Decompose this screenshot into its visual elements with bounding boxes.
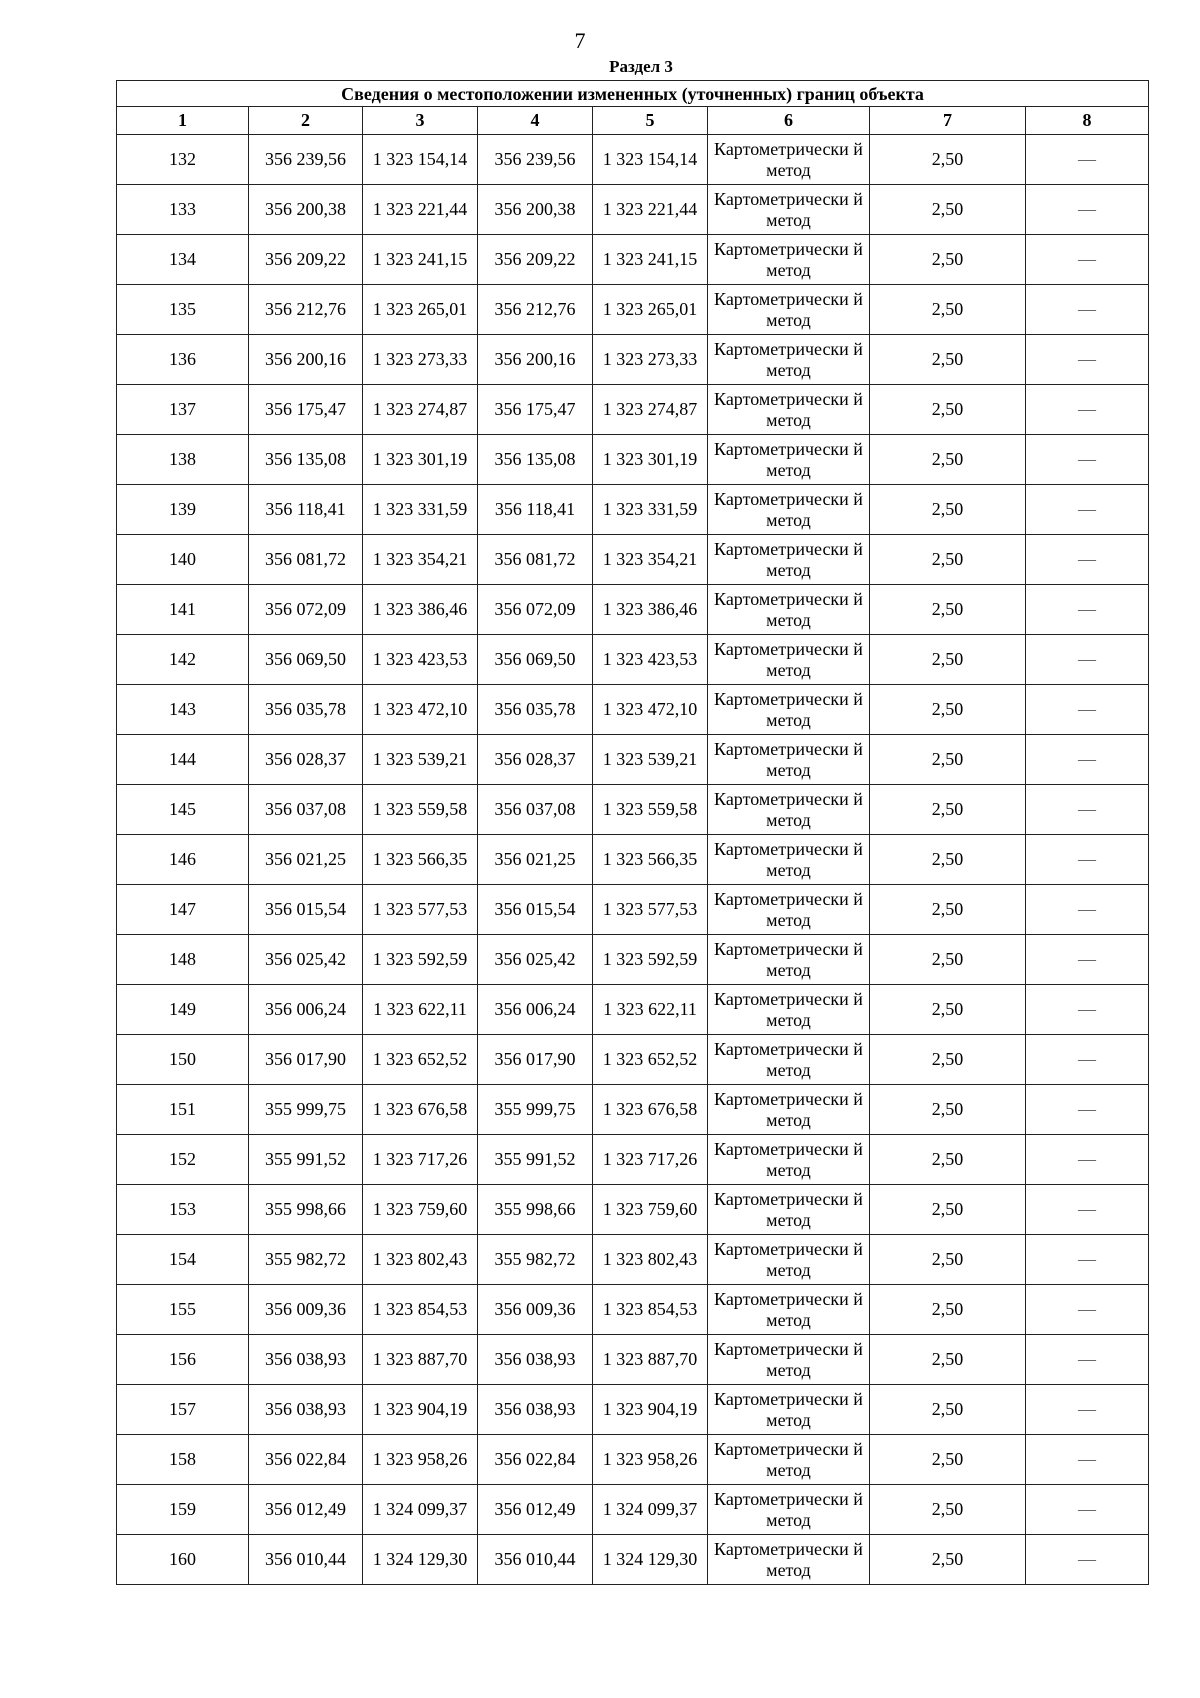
- description-cell: —: [1026, 485, 1149, 535]
- table-row: [117, 1185, 1149, 1235]
- y-updated-cell: 1 323 559,58: [593, 785, 708, 835]
- x-updated-cell: 356 015,54: [478, 885, 593, 935]
- description-cell: —: [1026, 1035, 1149, 1085]
- accuracy-cell: 2,50: [870, 985, 1026, 1035]
- y-existing-cell: 1 323 386,46: [363, 585, 478, 635]
- accuracy-cell: 2,50: [870, 1535, 1026, 1585]
- y-existing-cell: 1 324 099,37: [363, 1485, 478, 1535]
- x-updated-cell: 355 999,75: [478, 1085, 593, 1135]
- y-updated-cell: 1 324 099,37: [593, 1485, 708, 1535]
- method-cell: Картометрически й метод: [708, 635, 870, 685]
- x-updated-cell: 356 012,49: [478, 1485, 593, 1535]
- y-updated-cell: 1 323 676,58: [593, 1085, 708, 1135]
- description-cell: —: [1026, 685, 1149, 735]
- table-row: [117, 385, 1149, 435]
- y-updated-cell: 1 323 854,53: [593, 1285, 708, 1335]
- x-existing-cell: 356 025,42: [249, 935, 363, 985]
- x-updated-cell: 356 200,38: [478, 185, 593, 235]
- y-existing-cell: 1 323 958,26: [363, 1435, 478, 1485]
- x-updated-cell: 356 028,37: [478, 735, 593, 785]
- y-existing-cell: 1 323 592,59: [363, 935, 478, 985]
- method-cell: Картометрически й метод: [708, 935, 870, 985]
- y-updated-cell: 1 323 622,11: [593, 985, 708, 1035]
- point-number-cell: 157: [117, 1385, 249, 1435]
- x-existing-cell: 355 982,72: [249, 1235, 363, 1285]
- method-cell: Картометрически й метод: [708, 1435, 870, 1485]
- point-number-cell: 156: [117, 1335, 249, 1385]
- point-number-cell: 143: [117, 685, 249, 735]
- x-existing-cell: 356 209,22: [249, 235, 363, 285]
- method-cell: Картометрически й метод: [708, 1235, 870, 1285]
- point-number-cell: 139: [117, 485, 249, 535]
- y-existing-cell: 1 323 274,87: [363, 385, 478, 435]
- y-existing-cell: 1 323 577,53: [363, 885, 478, 935]
- description-cell: —: [1026, 1535, 1149, 1585]
- y-updated-cell: 1 323 539,21: [593, 735, 708, 785]
- point-number-cell: 155: [117, 1285, 249, 1335]
- description-cell: —: [1026, 785, 1149, 835]
- table-row: [117, 835, 1149, 885]
- accuracy-cell: 2,50: [870, 1185, 1026, 1235]
- accuracy-cell: 2,50: [870, 435, 1026, 485]
- description-cell: —: [1026, 1385, 1149, 1435]
- accuracy-cell: 2,50: [870, 835, 1026, 885]
- point-number-cell: 147: [117, 885, 249, 935]
- table-row: [117, 585, 1149, 635]
- y-existing-cell: 1 323 559,58: [363, 785, 478, 835]
- description-cell: —: [1026, 985, 1149, 1035]
- x-updated-cell: 356 200,16: [478, 335, 593, 385]
- description-cell: —: [1026, 835, 1149, 885]
- y-updated-cell: 1 323 221,44: [593, 185, 708, 235]
- x-updated-cell: 356 006,24: [478, 985, 593, 1035]
- y-updated-cell: 1 323 274,87: [593, 385, 708, 435]
- y-updated-cell: 1 323 887,70: [593, 1335, 708, 1385]
- x-existing-cell: 356 035,78: [249, 685, 363, 735]
- point-number-cell: 152: [117, 1135, 249, 1185]
- x-updated-cell: 356 010,44: [478, 1535, 593, 1585]
- x-existing-cell: 356 200,38: [249, 185, 363, 235]
- y-updated-cell: 1 323 717,26: [593, 1135, 708, 1185]
- point-number-cell: 141: [117, 585, 249, 635]
- point-number-cell: 133: [117, 185, 249, 235]
- y-updated-cell: 1 323 273,33: [593, 335, 708, 385]
- column-number-7: 7: [870, 107, 1026, 135]
- table-row: [117, 185, 1149, 235]
- point-number-cell: 159: [117, 1485, 249, 1535]
- x-updated-cell: 356 038,93: [478, 1385, 593, 1435]
- x-updated-cell: 356 021,25: [478, 835, 593, 885]
- x-existing-cell: 356 006,24: [249, 985, 363, 1035]
- method-cell: Картометрически й метод: [708, 785, 870, 835]
- description-cell: —: [1026, 585, 1149, 635]
- description-cell: —: [1026, 235, 1149, 285]
- x-updated-cell: 356 009,36: [478, 1285, 593, 1335]
- x-updated-cell: 355 991,52: [478, 1135, 593, 1185]
- y-existing-cell: 1 323 622,11: [363, 985, 478, 1035]
- description-cell: —: [1026, 1235, 1149, 1285]
- table-row: [117, 1485, 1149, 1535]
- point-number-cell: 153: [117, 1185, 249, 1235]
- accuracy-cell: 2,50: [870, 1085, 1026, 1135]
- table-row: [117, 985, 1149, 1035]
- method-cell: Картометрически й метод: [708, 885, 870, 935]
- y-updated-cell: 1 323 566,35: [593, 835, 708, 885]
- x-existing-cell: 356 118,41: [249, 485, 363, 535]
- table-row: [117, 1535, 1149, 1585]
- x-updated-cell: 356 037,08: [478, 785, 593, 835]
- point-number-cell: 158: [117, 1435, 249, 1485]
- point-number-cell: 151: [117, 1085, 249, 1135]
- method-cell: Картометрически й метод: [708, 535, 870, 585]
- method-cell: Картометрически й метод: [708, 1535, 870, 1585]
- method-cell: Картометрически й метод: [708, 185, 870, 235]
- column-number-2: 2: [249, 107, 363, 135]
- accuracy-cell: 2,50: [870, 1435, 1026, 1485]
- y-existing-cell: 1 323 904,19: [363, 1385, 478, 1435]
- table-row: [117, 1285, 1149, 1335]
- y-existing-cell: 1 323 717,26: [363, 1135, 478, 1185]
- y-updated-cell: 1 323 331,59: [593, 485, 708, 535]
- y-existing-cell: 1 323 539,21: [363, 735, 478, 785]
- column-number-6: 6: [708, 107, 870, 135]
- x-existing-cell: 355 999,75: [249, 1085, 363, 1135]
- accuracy-cell: 2,50: [870, 685, 1026, 735]
- y-existing-cell: 1 323 273,33: [363, 335, 478, 385]
- x-existing-cell: 356 175,47: [249, 385, 363, 435]
- table-row: [117, 1235, 1149, 1285]
- accuracy-cell: 2,50: [870, 335, 1026, 385]
- table-row: [117, 285, 1149, 335]
- x-existing-cell: 356 081,72: [249, 535, 363, 585]
- table-row: [117, 1035, 1149, 1085]
- accuracy-cell: 2,50: [870, 1335, 1026, 1385]
- description-cell: —: [1026, 935, 1149, 985]
- y-updated-cell: 1 323 265,01: [593, 285, 708, 335]
- method-cell: Картометрически й метод: [708, 235, 870, 285]
- y-existing-cell: 1 323 759,60: [363, 1185, 478, 1235]
- y-updated-cell: 1 323 386,46: [593, 585, 708, 635]
- method-cell: Картометрически й метод: [708, 285, 870, 335]
- table-row: [117, 1085, 1149, 1135]
- description-cell: —: [1026, 385, 1149, 435]
- y-existing-cell: 1 323 472,10: [363, 685, 478, 735]
- accuracy-cell: 2,50: [870, 585, 1026, 635]
- method-cell: Картометрически й метод: [708, 585, 870, 635]
- point-number-cell: 135: [117, 285, 249, 335]
- x-existing-cell: 356 017,90: [249, 1035, 363, 1085]
- accuracy-cell: 2,50: [870, 235, 1026, 285]
- method-cell: Картометрически й метод: [708, 685, 870, 735]
- x-existing-cell: 356 015,54: [249, 885, 363, 935]
- method-cell: Картометрически й метод: [708, 1135, 870, 1185]
- x-existing-cell: 356 009,36: [249, 1285, 363, 1335]
- table-row: [117, 235, 1149, 285]
- x-existing-cell: 356 028,37: [249, 735, 363, 785]
- method-cell: Картометрически й метод: [708, 1085, 870, 1135]
- method-cell: Картометрически й метод: [708, 1385, 870, 1435]
- accuracy-cell: 2,50: [870, 1235, 1026, 1285]
- y-updated-cell: 1 323 652,52: [593, 1035, 708, 1085]
- method-cell: Картометрически й метод: [708, 1285, 870, 1335]
- y-updated-cell: 1 323 577,53: [593, 885, 708, 935]
- method-cell: Картометрически й метод: [708, 435, 870, 485]
- method-cell: Картометрически й метод: [708, 735, 870, 785]
- method-cell: Картометрически й метод: [708, 485, 870, 535]
- point-number-cell: 136: [117, 335, 249, 385]
- x-existing-cell: 356 072,09: [249, 585, 363, 635]
- y-existing-cell: 1 324 129,30: [363, 1535, 478, 1585]
- method-cell: Картометрически й метод: [708, 1485, 870, 1535]
- x-existing-cell: 355 991,52: [249, 1135, 363, 1185]
- x-updated-cell: 355 982,72: [478, 1235, 593, 1285]
- description-cell: —: [1026, 1485, 1149, 1535]
- accuracy-cell: 2,50: [870, 135, 1026, 185]
- y-updated-cell: 1 323 423,53: [593, 635, 708, 685]
- y-updated-cell: 1 323 301,19: [593, 435, 708, 485]
- table-row: [117, 1385, 1149, 1435]
- accuracy-cell: 2,50: [870, 1385, 1026, 1435]
- y-existing-cell: 1 323 331,59: [363, 485, 478, 535]
- x-updated-cell: 356 175,47: [478, 385, 593, 435]
- y-updated-cell: 1 323 592,59: [593, 935, 708, 985]
- column-number-1: 1: [117, 107, 249, 135]
- accuracy-cell: 2,50: [870, 1485, 1026, 1535]
- accuracy-cell: 2,50: [870, 185, 1026, 235]
- y-updated-cell: 1 323 354,21: [593, 535, 708, 585]
- y-existing-cell: 1 323 354,21: [363, 535, 478, 585]
- table-row: [117, 535, 1149, 585]
- description-cell: —: [1026, 285, 1149, 335]
- x-existing-cell: 356 022,84: [249, 1435, 363, 1485]
- description-cell: —: [1026, 535, 1149, 585]
- table-row: [117, 1435, 1149, 1485]
- accuracy-cell: 2,50: [870, 385, 1026, 435]
- point-number-cell: 146: [117, 835, 249, 885]
- method-cell: Картометрически й метод: [708, 1335, 870, 1385]
- point-number-cell: 145: [117, 785, 249, 835]
- point-number-cell: 148: [117, 935, 249, 985]
- column-number-8: 8: [1026, 107, 1149, 135]
- y-updated-cell: 1 323 802,43: [593, 1235, 708, 1285]
- x-existing-cell: 356 038,93: [249, 1335, 363, 1385]
- y-existing-cell: 1 323 221,44: [363, 185, 478, 235]
- table-row: [117, 1335, 1149, 1385]
- description-cell: —: [1026, 185, 1149, 235]
- column-number-4: 4: [478, 107, 593, 135]
- accuracy-cell: 2,50: [870, 1135, 1026, 1185]
- y-existing-cell: 1 323 887,70: [363, 1335, 478, 1385]
- column-number-5: 5: [593, 107, 708, 135]
- point-number-cell: 150: [117, 1035, 249, 1085]
- accuracy-cell: 2,50: [870, 735, 1026, 785]
- table-row: [117, 685, 1149, 735]
- table-body: [117, 135, 1149, 1585]
- x-updated-cell: 356 212,76: [478, 285, 593, 335]
- description-cell: —: [1026, 335, 1149, 385]
- section-title: Раздел 3: [609, 57, 673, 76]
- x-existing-cell: 356 135,08: [249, 435, 363, 485]
- accuracy-cell: 2,50: [870, 535, 1026, 585]
- table-row: [117, 335, 1149, 385]
- point-number-cell: 132: [117, 135, 249, 185]
- table-row: [117, 785, 1149, 835]
- accuracy-cell: 2,50: [870, 935, 1026, 985]
- point-number-cell: 134: [117, 235, 249, 285]
- description-cell: —: [1026, 1185, 1149, 1235]
- y-existing-cell: 1 323 566,35: [363, 835, 478, 885]
- y-updated-cell: 1 323 759,60: [593, 1185, 708, 1235]
- y-existing-cell: 1 323 423,53: [363, 635, 478, 685]
- point-number-cell: 138: [117, 435, 249, 485]
- x-updated-cell: 356 017,90: [478, 1035, 593, 1085]
- description-cell: —: [1026, 1435, 1149, 1485]
- x-existing-cell: 356 037,08: [249, 785, 363, 835]
- x-updated-cell: 356 069,50: [478, 635, 593, 685]
- x-existing-cell: 356 010,44: [249, 1535, 363, 1585]
- x-updated-cell: 356 072,09: [478, 585, 593, 635]
- point-number-cell: 144: [117, 735, 249, 785]
- x-existing-cell: 356 038,93: [249, 1385, 363, 1435]
- description-cell: —: [1026, 435, 1149, 485]
- y-updated-cell: 1 323 958,26: [593, 1435, 708, 1485]
- method-cell: Картометрически й метод: [708, 385, 870, 435]
- x-existing-cell: 356 239,56: [249, 135, 363, 185]
- table-row: [117, 735, 1149, 785]
- x-existing-cell: 356 200,16: [249, 335, 363, 385]
- x-updated-cell: 356 239,56: [478, 135, 593, 185]
- y-updated-cell: 1 323 241,15: [593, 235, 708, 285]
- description-cell: —: [1026, 1085, 1149, 1135]
- table-row: [117, 935, 1149, 985]
- method-cell: Картометрически й метод: [708, 985, 870, 1035]
- x-updated-cell: 356 035,78: [478, 685, 593, 735]
- accuracy-cell: 2,50: [870, 1035, 1026, 1085]
- point-number-cell: 160: [117, 1535, 249, 1585]
- x-updated-cell: 356 081,72: [478, 535, 593, 585]
- x-updated-cell: 356 025,42: [478, 935, 593, 985]
- column-number-3: 3: [363, 107, 478, 135]
- table-row: [117, 135, 1149, 185]
- description-cell: —: [1026, 1135, 1149, 1185]
- x-updated-cell: 355 998,66: [478, 1185, 593, 1235]
- table-caption: Сведения о местоположении измененных (уточненных) границ объекта: [117, 81, 1149, 107]
- point-number-cell: 149: [117, 985, 249, 1035]
- accuracy-cell: 2,50: [870, 785, 1026, 835]
- table-row: [117, 1135, 1149, 1185]
- accuracy-cell: 2,50: [870, 885, 1026, 935]
- column-number-row: [117, 107, 1149, 135]
- method-cell: Картометрически й метод: [708, 335, 870, 385]
- y-existing-cell: 1 323 854,53: [363, 1285, 478, 1335]
- method-cell: Картометрически й метод: [708, 1185, 870, 1235]
- y-updated-cell: 1 323 472,10: [593, 685, 708, 735]
- table-row: [117, 435, 1149, 485]
- coordinates-table: [116, 80, 1149, 1585]
- method-cell: Картометрически й метод: [708, 1035, 870, 1085]
- y-existing-cell: 1 323 652,52: [363, 1035, 478, 1085]
- description-cell: —: [1026, 1335, 1149, 1385]
- point-number-cell: 137: [117, 385, 249, 435]
- x-updated-cell: 356 118,41: [478, 485, 593, 535]
- y-existing-cell: 1 323 301,19: [363, 435, 478, 485]
- y-existing-cell: 1 323 802,43: [363, 1235, 478, 1285]
- table-row: [117, 635, 1149, 685]
- accuracy-cell: 2,50: [870, 285, 1026, 335]
- y-updated-cell: 1 323 154,14: [593, 135, 708, 185]
- x-existing-cell: 356 012,49: [249, 1485, 363, 1535]
- y-existing-cell: 1 323 154,14: [363, 135, 478, 185]
- x-existing-cell: 355 998,66: [249, 1185, 363, 1235]
- table-row: [117, 885, 1149, 935]
- table-row: [117, 485, 1149, 535]
- y-existing-cell: 1 323 676,58: [363, 1085, 478, 1135]
- y-updated-cell: 1 324 129,30: [593, 1535, 708, 1585]
- accuracy-cell: 2,50: [870, 485, 1026, 535]
- description-cell: —: [1026, 1285, 1149, 1335]
- description-cell: —: [1026, 635, 1149, 685]
- page-number: 7: [574, 28, 586, 53]
- y-existing-cell: 1 323 265,01: [363, 285, 478, 335]
- method-cell: Картометрически й метод: [708, 135, 870, 185]
- x-updated-cell: 356 038,93: [478, 1335, 593, 1385]
- y-updated-cell: 1 323 904,19: [593, 1385, 708, 1435]
- method-cell: Картометрически й метод: [708, 835, 870, 885]
- x-updated-cell: 356 209,22: [478, 235, 593, 285]
- x-updated-cell: 356 022,84: [478, 1435, 593, 1485]
- description-cell: —: [1026, 885, 1149, 935]
- point-number-cell: 140: [117, 535, 249, 585]
- accuracy-cell: 2,50: [870, 635, 1026, 685]
- y-existing-cell: 1 323 241,15: [363, 235, 478, 285]
- accuracy-cell: 2,50: [870, 1285, 1026, 1335]
- x-existing-cell: 356 212,76: [249, 285, 363, 335]
- point-number-cell: 154: [117, 1235, 249, 1285]
- description-cell: —: [1026, 135, 1149, 185]
- x-updated-cell: 356 135,08: [478, 435, 593, 485]
- x-existing-cell: 356 069,50: [249, 635, 363, 685]
- description-cell: —: [1026, 735, 1149, 785]
- point-number-cell: 142: [117, 635, 249, 685]
- x-existing-cell: 356 021,25: [249, 835, 363, 885]
